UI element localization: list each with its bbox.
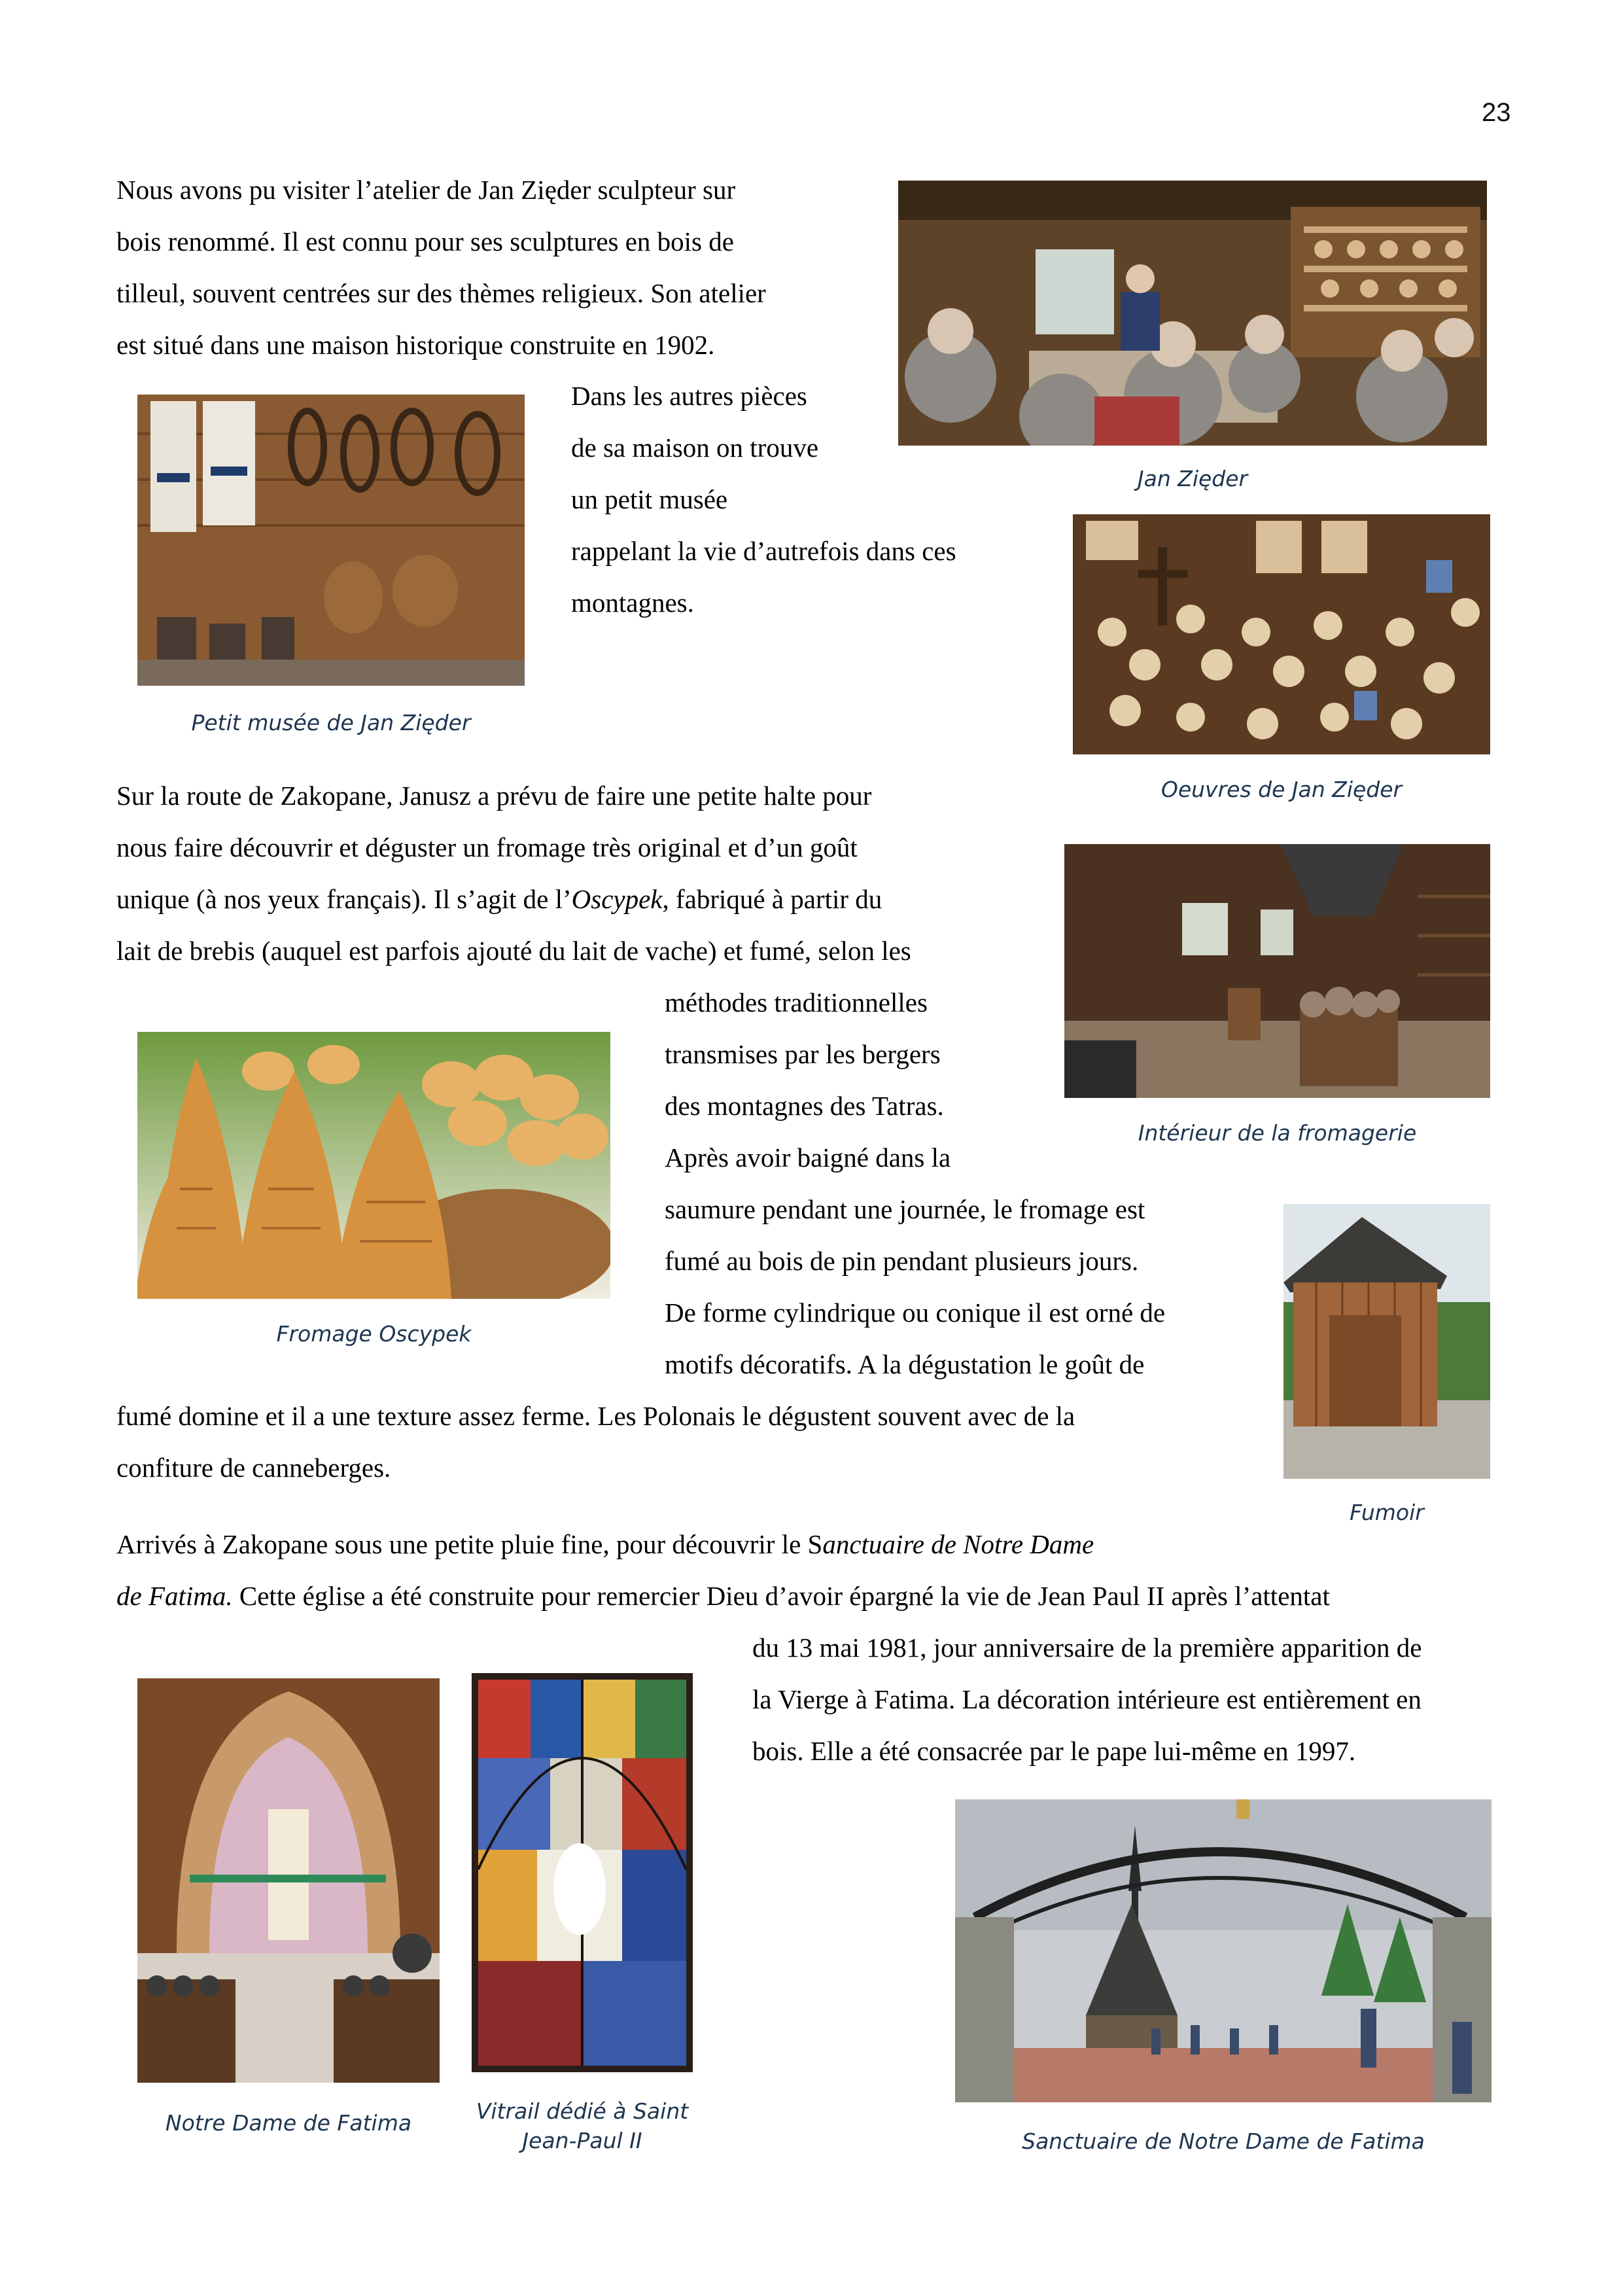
text-line: méthodes traditionnelles — [665, 987, 928, 1017]
text-line — [116, 1519, 1330, 1570]
sanctuary-entrance-photo — [955, 1799, 1492, 2102]
text-line: de sa maison on trouve — [571, 433, 819, 463]
page-number: 23 — [1482, 98, 1511, 127]
text-line: motifs décoratifs. A la dégustation le goût de — [665, 1349, 1145, 1379]
text-line — [116, 1570, 1330, 1622]
text-line: tilleul, souvent centrées sur des thèmes religieux. Son atelier — [116, 278, 766, 308]
stained-glass-photo — [472, 1673, 693, 2072]
text-line: De forme cylindrique ou conique il est orné de — [665, 1298, 1166, 1328]
fatima-paragraph-indented — [752, 1622, 1422, 1777]
caption-vitrail-line-2: Jean-Paul II — [522, 2128, 642, 2153]
fatima-paragraph-top — [116, 1519, 1330, 1622]
works-photo — [1073, 514, 1490, 754]
oscypek-paragraph-top — [116, 770, 911, 977]
text-segment: Cette église a été construite pour remercier Dieu d’avoir épargné la vie de Jean Paul II après l’attentat — [232, 1581, 1330, 1611]
oscypek-cheese-photo — [137, 1032, 610, 1299]
caption-notre-dame: Notre Dame de Fatima — [165, 2110, 412, 2136]
text-segment-italic: de Fatima. — [116, 1581, 233, 1611]
text-line: du 13 mai 1981, jour anniversaire de la première apparition de — [752, 1633, 1422, 1663]
text-line: Nous avons pu visiter l’atelier de Jan Zięder sculpteur sur — [116, 175, 736, 205]
text-line: saumure pendant une journée, le fromage est — [665, 1194, 1145, 1224]
text-line: rappelant la vie d’autrefois dans ces — [571, 536, 956, 566]
caption-jan: Jan Zięder — [1137, 466, 1248, 491]
caption-fumoir: Fumoir — [1350, 1500, 1424, 1525]
text-line: la Vierge à Fatima. La décoration intérieure est entièrement en — [752, 1684, 1422, 1714]
workshop-photo — [898, 181, 1487, 446]
text-line: est situé dans une maison historique construite en 1902. — [116, 330, 715, 360]
cheese-house-interior-photo — [1064, 844, 1490, 1098]
text-line: Sur la route de Zakopane, Janusz a prévu de faire une petite halte pour — [116, 781, 872, 811]
text-line: fumé domine et il a une texture assez ferme. Les Polonais le dégustent souvent avec de la — [116, 1401, 1075, 1431]
caption-oeuvres: Oeuvres de Jan Zięder — [1161, 777, 1403, 802]
text-line: confiture de canneberges. — [116, 1453, 391, 1483]
caption-musee: Petit musée de Jan Zięder — [191, 710, 471, 735]
text-segment-italic: anctuaire de Notre Dame — [822, 1529, 1094, 1559]
intro-paragraph — [116, 164, 766, 371]
oscypek-word: Oscypek — [571, 884, 663, 914]
text-line — [116, 874, 911, 925]
text-line: transmises par les bergers — [665, 1039, 941, 1069]
text-line: des montagnes des Tatras. — [665, 1091, 944, 1121]
text-segment: , fabriqué à partir du — [662, 884, 882, 914]
caption-vitrail — [458, 2098, 707, 2153]
museum-photo — [137, 395, 525, 686]
smokehouse-photo — [1283, 1204, 1490, 1479]
caption-fromagerie: Intérieur de la fromagerie — [1138, 1120, 1417, 1146]
text-line: Dans les autres pièces — [571, 381, 807, 411]
text-line: Après avoir baigné dans la — [665, 1142, 951, 1173]
text-line: fumé au bois de pin pendant plusieurs jours. — [665, 1246, 1139, 1276]
caption-vitrail-line-1: Vitrail dédié à Saint — [476, 2098, 689, 2124]
caption-oscypek: Fromage Oscypek — [276, 1321, 472, 1347]
text-line: bois. Elle a été consacrée par le pape lui-même en 1997. — [752, 1736, 1356, 1766]
text-segment: unique (à nos yeux français). Il s’agit de l’ — [116, 884, 572, 914]
text-segment: Arrivés à Zakopane sous une petite pluie fine, pour découvrir le S — [116, 1529, 823, 1559]
text-line: nous faire découvrir et déguster un fromage très original et d’un goût — [116, 832, 858, 862]
church-interior-photo — [137, 1678, 440, 2083]
oscypek-paragraph-bottom — [116, 1390, 1075, 1494]
caption-sanctuaire: Sanctuaire de Notre Dame de Fatima — [1022, 2128, 1425, 2154]
text-line: bois renommé. Il est connu pour ses sculptures en bois de — [116, 226, 734, 256]
text-line: lait de brebis (auquel est parfois ajouté du lait de vache) et fumé, selon les — [116, 936, 911, 966]
text-line: un petit musée — [571, 484, 728, 514]
text-line: montagnes. — [571, 588, 694, 618]
